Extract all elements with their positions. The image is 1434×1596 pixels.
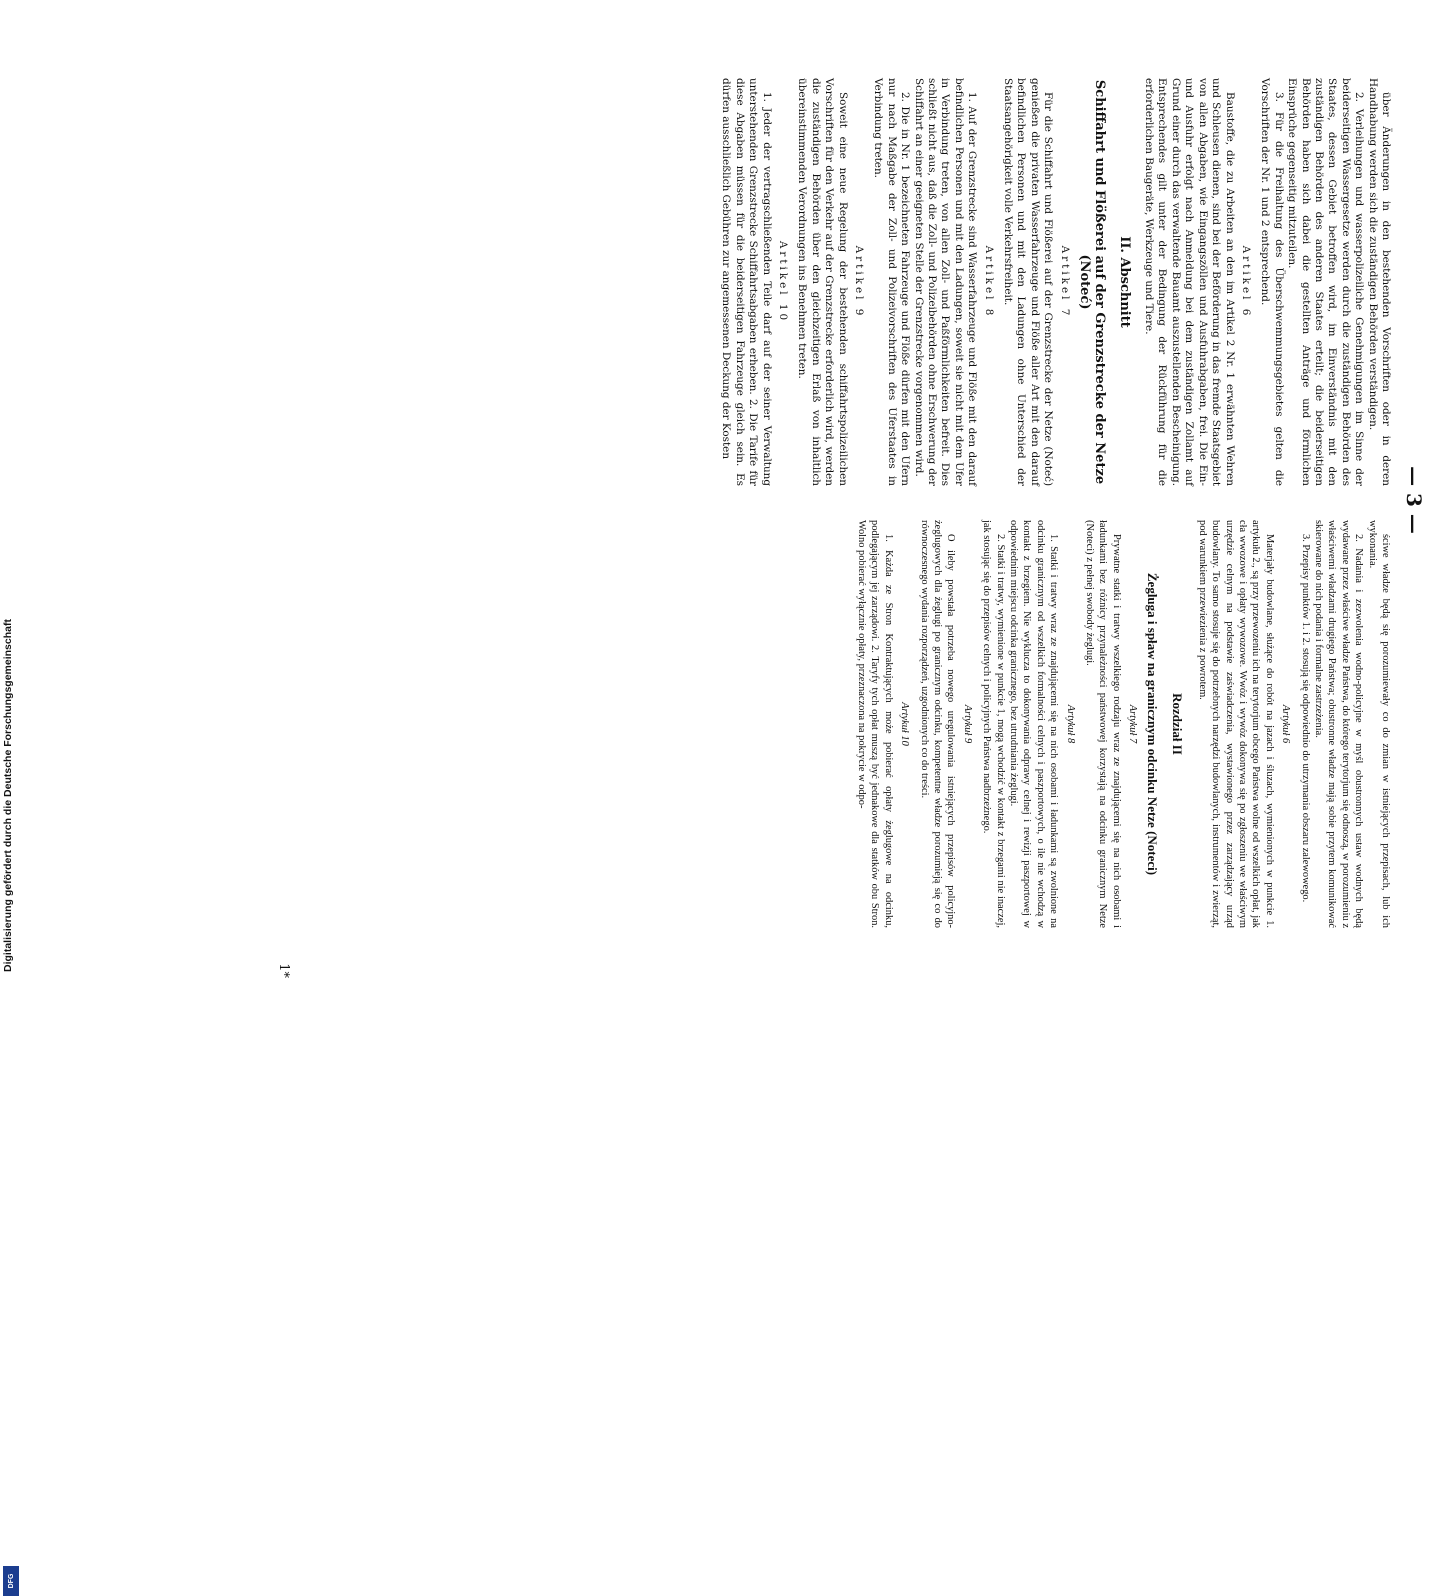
de-article-8-title: Artikel 8 [982, 245, 995, 319]
dfg-logo-text: DFG [7, 1573, 15, 1589]
treaty-page [260, 0, 1434, 1000]
pl-article-7-text: Prywatne statki i tratwy wszelkiego rodzaju wraz ze znajdującemi się na nich osobami i ładunkami bez różnicy przynależności państwowej korzystają na odcinku granicznym Netze (Noteci) z pełnej swobody żeglugi. [1084, 520, 1122, 928]
footer-credit: Digitalisierung gefördert durch die Deutsche Forschungsgemeinschaft [2, 619, 14, 972]
signature-mark: 1* [276, 963, 291, 978]
de-article-8-p1: 1. Auf der Grenzstrecke sind Wasserfahrzeuge und Flöße mit den darauf befindlichen Personen und mit den Ladungen, soweit sie nicht mit dem Ufer in Verbindung treten, von allen Zoll- und Paßförmlichkeiten befreit. Dies schließt nicht aus, daß die Zoll- und Polizeibehörden ohne Erschwerung der Schiffahrt an einer geeigneten Stelle der Grenzstrecke vorgenommen wird. [912, 78, 979, 486]
pl-section-subtitle: Żegluga i spław na granicznym odcinku Netze (Noteci) [1145, 572, 1161, 876]
de-paragraph-2: 2. Verleihungen und wasserpolizeiliche Genehmigungen im Sinne der beiderseitigen Wassergesetze werden durch die zuständigen Behörden des Staates, dessen Gebiet betroffen wird, im Einverständnis mit den zuständigen Behörden des anderen Staates erteilt; die beiderseitigen Behörden haben sich dabei die gestellten Anträge und förmlichen Einsprüche gegenseitig mitzuteilen. [1286, 78, 1366, 486]
pl-article-6-text: Materjały budowlane, służące do robót na jazach i śluzach, wymienionych w punkcie 1. artykułu 2., są przy przewozeniu ich na terytorjum obcego Państwa wolne od wszelkich opłat, jak cła wwozowe i opłaty wywozowe. Wwóz i wywóz dokonywa się po zgłoszeniu we właściwym urzędzie celnym na podstawie zaświadczenia, wystawionego przez zarządzający urząd budowlany. To samo stosuje się do potrzebnych narzędzi budowlanych, instrumentów i zwierząt, pod warunkiem przewiezienia z powrotem. [1196, 520, 1275, 928]
pl-section-title: Rozdział II [1170, 693, 1186, 755]
pl-intro-paragraph: ściwe władze będą się porozumiewały co do zmian w istniejących przepisach, lub ich wykonania. [1366, 520, 1391, 928]
polish-column [855, 520, 1392, 928]
de-article-9-text: Soweit eine neue Regelung der bestehenden schiffahrtspolizeilichen Vorschriften für den Verkehr auf der Grenzstrecke erforderlich wird, werden die zuständigen Behörden über den gleichzeitigen Erlaß von inhaltlich übereinstimmenden Verordnungen ins Benehmen treten. [796, 78, 849, 486]
pl-article-8-p1: 1. Statki i tratwy wraz ze znajdującemi się na nich osobami i ładunkami są zwolnione na odcinku granicznym od wszelkich formalności celnych i paszportowych, o ile nie wchodzą w kontakt z brzegiem. Nie wyklucza to dokonywania odprawy celnej i rewizji paszportowej w odpowiednim miejscu odcinka granicznego, bez utrudniania żeglugi. [1008, 520, 1060, 928]
pl-paragraph-3: 3. Przepisy punktów 1. i 2. stosują się odpowiednio do utrzymania obszaru zalewowego. [1299, 534, 1311, 903]
de-article-6-title: Artikel 6 [1239, 245, 1252, 319]
de-article-9-title: Artikel 9 [853, 245, 865, 319]
pl-article-8-title: Artykuł 8 [1064, 704, 1076, 744]
footer-strip [0, 600, 22, 1589]
de-article-8-p2: 2. Die in Nr. 1 bezeichneten Fahrzeuge und Flöße dürfen mit den Ufern nur nach Maßgabe der Zoll- und Polizeivorschriften des Uferstaates in Verbindung treten. [872, 78, 912, 486]
german-column [719, 78, 1392, 486]
de-article-10-text: 1. Jeder der vertragschließenden Teile darf auf der seiner Verwaltung unterstehenden Grenzstrecke Schiffahrtsabgaben erheben. 2. Die Tarife für diese Abgaben müssen für die beiderseitigen Fahrzeuge gleich sein. Es dürfen ausschließlich Gebühren zur angemessenen Deckung der Kosten [720, 78, 773, 486]
de-section-subtitle: Schiffahrt und Flößerei auf der Grenzstrecke der Netze (Noteć) [1076, 79, 1107, 485]
de-intro-paragraph: über Änderungen in den bestehenden Vorschriften oder in deren Handhabung werden sich die zuständigen Behörden verständigen. [1366, 78, 1392, 486]
pl-article-9-title: Artykuł 9 [961, 704, 973, 744]
de-article-6-text: Baustoffe, die zu Arbeiten an den im Artikel 2 Nr. 1 erwähnten Wehren und Schleusen dienen, sind bei der Beförderung in das fremde Staatsgebiet von allen Abgaben, wie Eingangszöllen und Ausfuhrabgaben, frei. Die Ein- und Ausfuhr erfolgt nach Anmeldung bei dem zuständigen Zollamt auf Grund einer durch das verwaltende Bauamt auszustellenden Bescheinigung. Entsprechendes gilt unter der Bedingung der Rückführung für die erforderlichen Baugeräte, Werkzeuge und Tiere. [1143, 78, 1236, 486]
de-paragraph-3: 3. Für die Freihaltung des Überschwemmungsgebietes gelten die Vorschriften der Nr. 1 und 2 entsprechend. [1259, 78, 1285, 486]
pl-article-10-text: 1. Każda ze Stron Kontraktujących może pobierać opłaty żeglugowe na odcinku, podlegającym jej zarządowi. 2. Taryfy tych opłat muszą być jednakowe dla statków obu Stron. Wolno pobierać wyłącznie opłaty, przeznaczona na pokrycie w odpo- [856, 520, 894, 928]
pl-article-7-title: Artykuł 7 [1127, 704, 1139, 744]
de-article-7-text: Für die Schiffahrt und Flößerei auf der Grenzstrecke der Netze (Noteć) genießen die privaten Wasserfahrzeuge und Flöße aller Art mit den darauf befindlichen Personen und mit den Ladungen ohne Unterschied der Staatsangehörigkeit volle Verkehrsfreiheit. [1002, 78, 1055, 486]
pl-article-8-p2: 2. Statki i tratwy, wymienione w punkcie 1, mogą wchodzić w kontakt z brzegami nie inaczej, jak stosując się do przepisów celnych i policyjnych Państwa nadbrzeżnego. [981, 520, 1006, 928]
de-section-title: II. Abschnitt [1116, 236, 1132, 328]
dfg-logo-icon [3, 1566, 19, 1596]
pl-article-10-title: Artykuł 10 [899, 702, 911, 746]
de-article-7-title: Artikel 7 [1058, 245, 1071, 319]
pl-article-9-text: O ileby powstała potrzeba nowego uregulowania istniejących przepisów policyjno-żeglugowych dla żeglugi po granicznym odcinku, kompetentne władze porozumieją się co do równoczesnego wydania rozporządzeń, uzgodnionych co do treści. [918, 520, 957, 928]
page-number: — 3 — [1402, 466, 1426, 534]
pl-paragraph-2: 2. Nadania i zezwolenia wodno-policyjne w myśl obustronnych ustaw wodnych będą wydawane przez właściwe władze Państwa, do którego terytorjum się odnoszą, w porozumieniu z właściwemi władzami drugiego Państwa; obustronne władze mają sobie przytem komunikować skierowane do nich podania i formalne zastrzeżenia. [1312, 520, 1365, 928]
pl-article-6-title: Artykuł 6 [1280, 704, 1292, 744]
de-article-10-title: Artikel 10 [776, 240, 789, 324]
